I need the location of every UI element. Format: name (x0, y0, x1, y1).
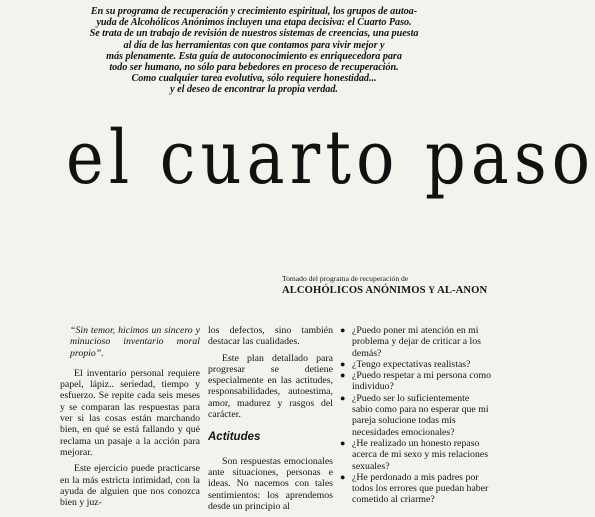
list-item (340, 325, 492, 359)
list-item (340, 359, 492, 370)
intro-text (58, 6, 450, 96)
source-org-main: ALCOHÓLICOS ANÓNIMOS (282, 285, 426, 296)
intro-line: todo ser humano, no sólo para bebedores en proceso de recuperación. (109, 62, 399, 74)
epigraph: “Sin temor, hicimos un sincero y minucioso inventario moral propio”. (70, 325, 200, 359)
text-column-2 (208, 325, 333, 517)
list-item (340, 393, 492, 438)
intro-line: Se trata de un trabajo de revisión de nuestros sistemas de creencias, una puesta (89, 28, 419, 40)
intro-line: yuda de Alcohólicos Anónimos incluyen una etapa decisiva: el Cuarto Paso. (96, 17, 412, 29)
bullet-icon: ● (340, 471, 346, 482)
body-paragraph: los defectos, sino también destacar las cualidades. (208, 325, 333, 348)
body-paragraph: Este ejercicio puede practicarse en la más estricta intimidad, con la ayuda de alguien que nos conozca bien y juz- (60, 463, 200, 509)
list-item-text: ¿He perdonado a mis padres por todos los errores que puedan haber cometido al criarme? (352, 471, 489, 506)
list-item-text: ¿Puedo ser lo suficientemente sabio como para no esperar que mi pareja solucione todas mis necesidades emocionales? (352, 392, 489, 438)
list-item (340, 472, 492, 506)
source-caption: Tomado del programa de recuperación de (282, 274, 409, 283)
intro-line: y el deseo de encontrar la propia verdad. (170, 84, 338, 96)
text-column-1 (60, 325, 200, 513)
article-title: el cuarto paso (66, 115, 595, 201)
section-heading: Actitudes (208, 431, 261, 444)
list-item-text: ¿Tengo expectativas realistas? (352, 358, 471, 370)
body-paragraph: Este plan detallado para progresar se detiene especialmente en las actitudes, responsabilidades, autoestima, amor, madurez y rasgos del carácter. (208, 352, 333, 421)
text-column-3 (340, 325, 492, 506)
bullet-icon: ● (340, 358, 346, 369)
bullet-icon: ● (340, 437, 346, 448)
bullet-icon: ● (340, 370, 346, 381)
question-list (340, 325, 492, 506)
intro-line: al día de las herramientas con que contamos para vivir mejor y (123, 39, 385, 51)
list-item (340, 438, 492, 472)
list-item-text: ¿He realizado un honesto repaso acerca de mi sexo y mis relaciones sexuales? (352, 437, 489, 472)
bullet-icon: ● (340, 325, 346, 335)
intro-line: En su programa de recuperación y crecimiento espiritual, los grupos de autoa- (90, 6, 418, 17)
source-organizations (282, 285, 496, 296)
bullet-icon: ● (340, 392, 346, 403)
source-conjunction: Y (428, 285, 435, 295)
body-paragraph: El inventario personal requiere papel, lápiz.. seriedad, tiempo y esfuerzo. Se repite cada seis meses y se comparan las respuestas para ver si las cosas están marchando bien, en qué se está fallando y qué reclama un pasaje a la acción para mejorar. (60, 367, 200, 458)
body-paragraph: Son respuestas emocionales ante situaciones, personas e ideas. No nacemos con tales sentimientos: los aprendemos desde un principio al (208, 455, 333, 512)
intro-line: más plenamente. Esta guía de autoconocimiento es enriquecedora para (106, 50, 402, 62)
list-item (340, 370, 492, 393)
list-item-text: ¿Puedo poner mi atención en mi problema y dejar de criticar a los demás? (352, 325, 481, 359)
source-org-second: AL-ANON (437, 285, 488, 296)
list-item-text: ¿Puedo respetar a mi persona como individuo? (352, 370, 492, 393)
intro-line: Como cualquier tarea evolutiva, sólo requiere honestidad... (131, 73, 377, 85)
